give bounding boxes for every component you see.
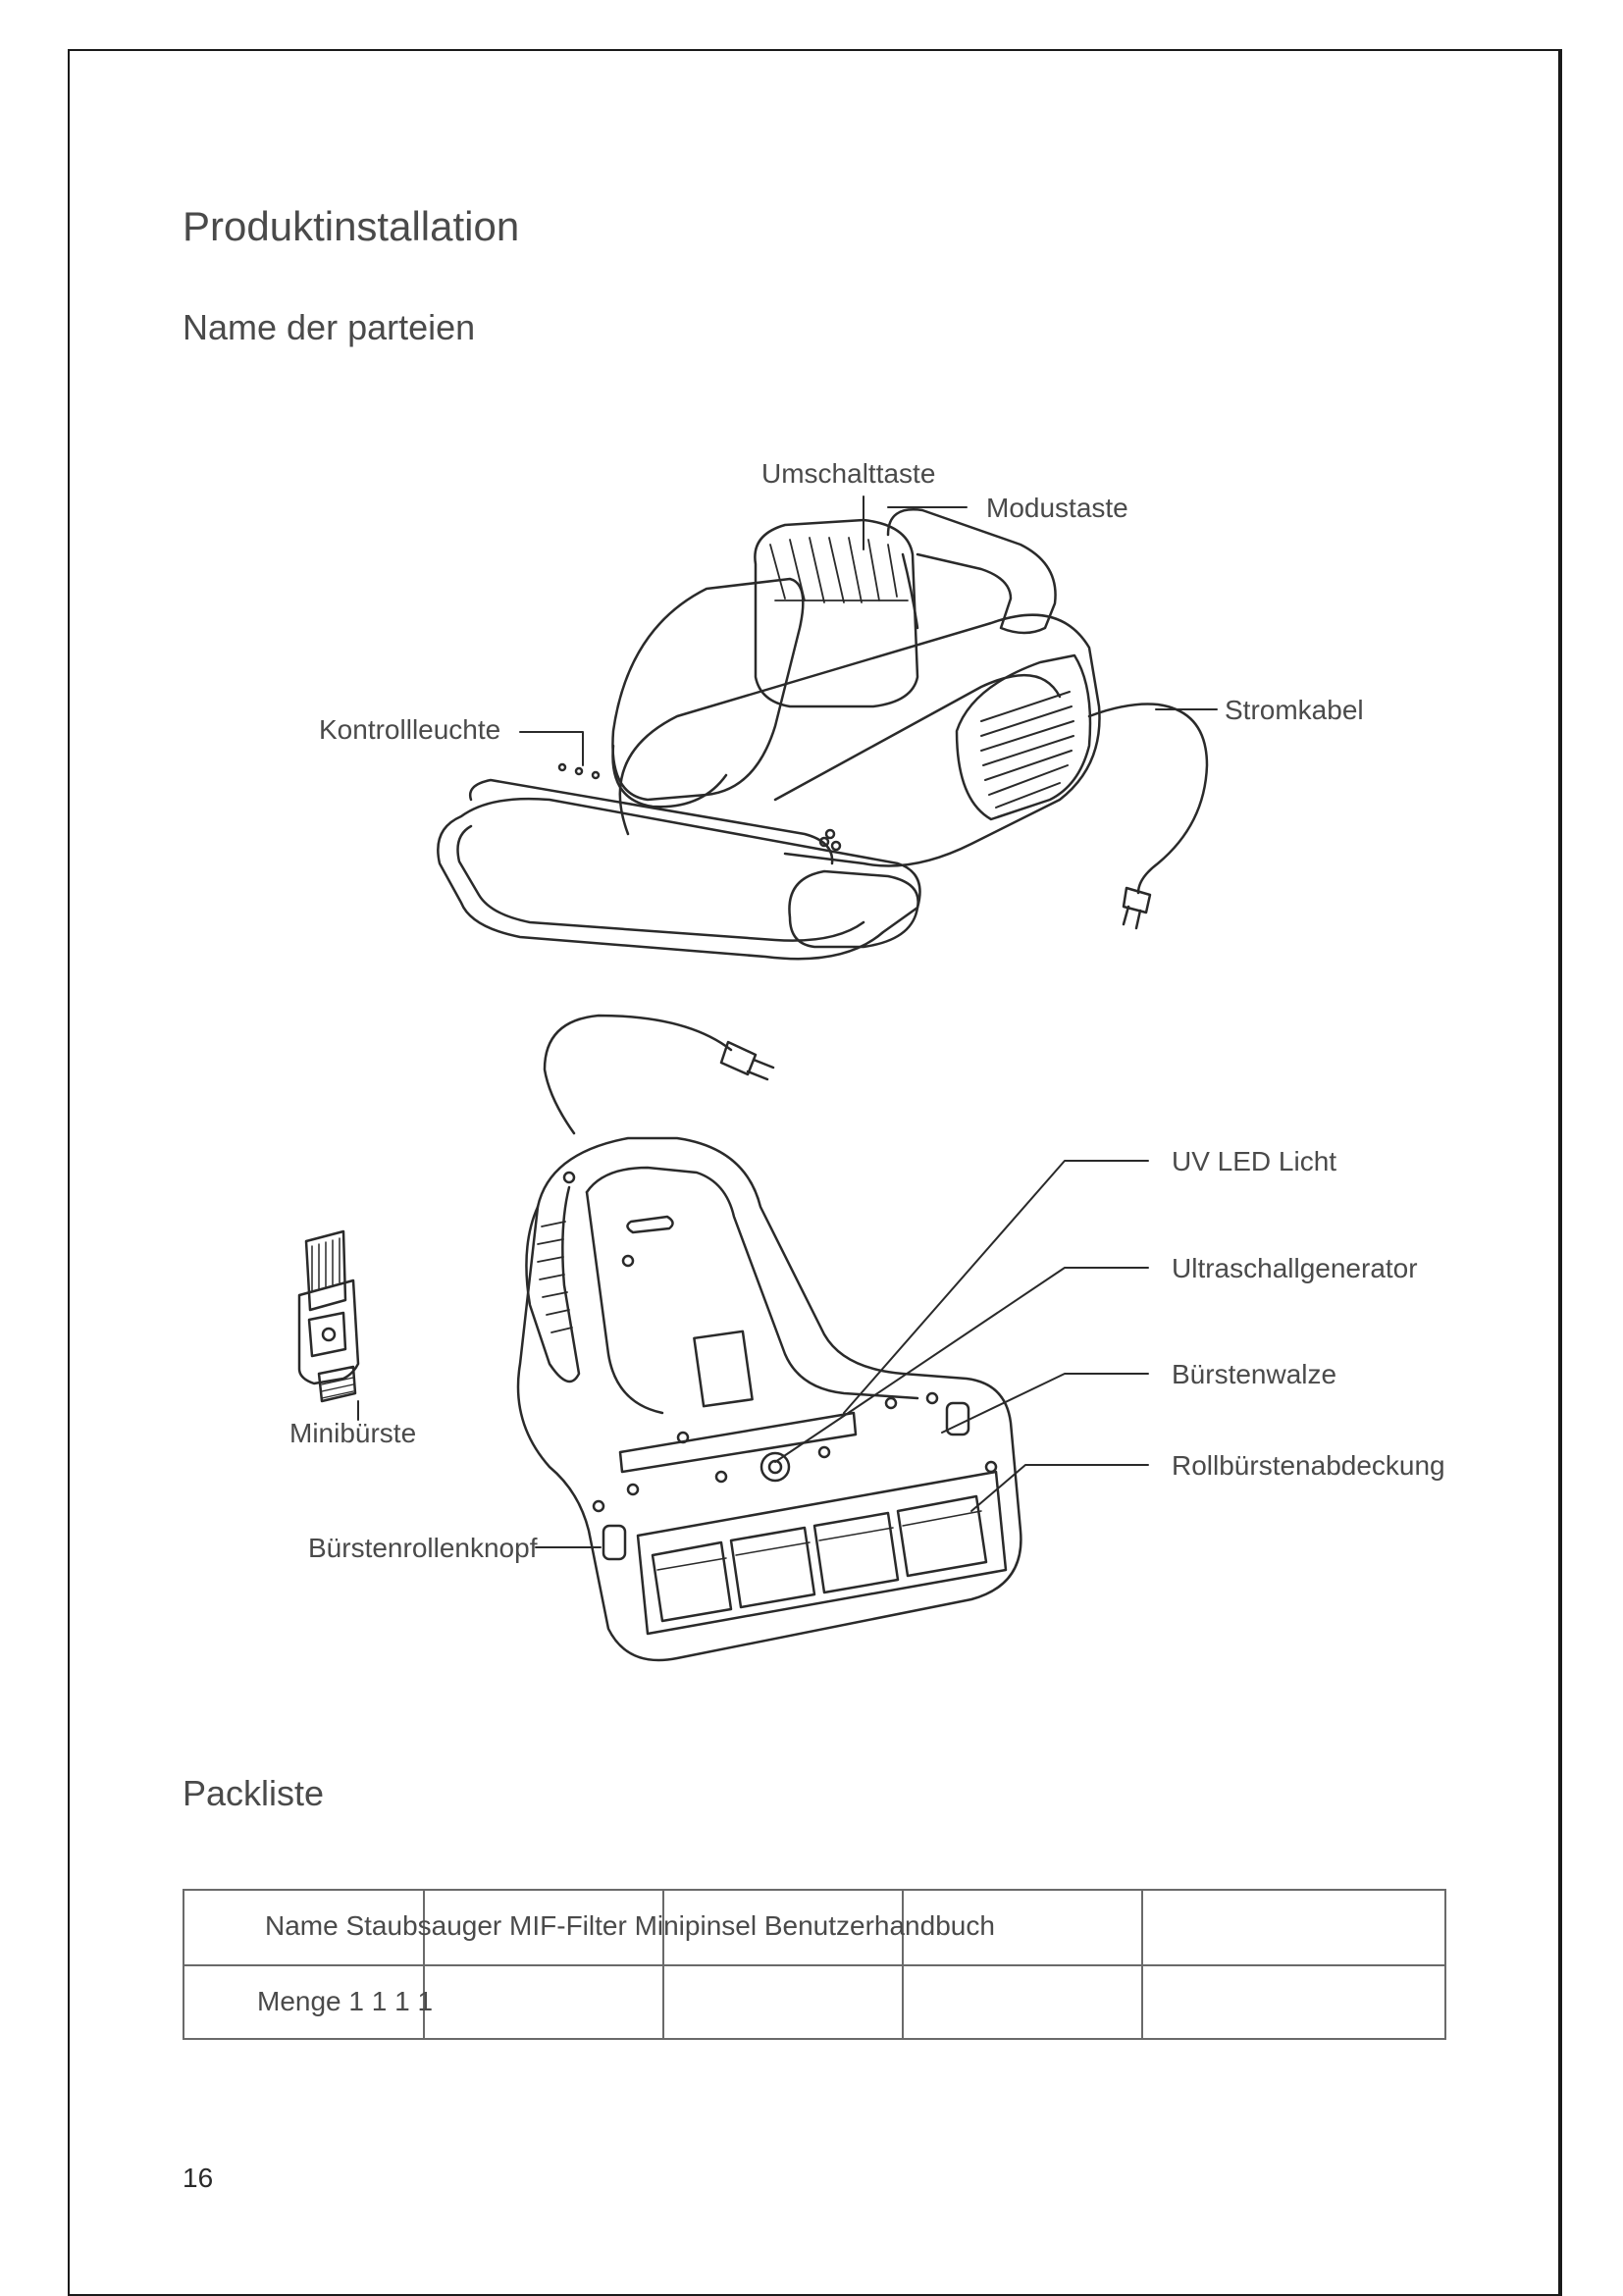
table-row-quantities: Menge 1 1 1 1	[257, 1986, 434, 2016]
mini-brush-illustration	[299, 1231, 358, 1401]
label-stromkabel: Stromkabel	[1225, 695, 1364, 725]
section-packing-heading: Packliste	[183, 1773, 325, 1813]
label-rollbuerstenabdeckung: Rollbürstenabdeckung	[1172, 1450, 1445, 1481]
vacuum-bottom-view	[518, 1016, 1021, 1660]
packing-table	[183, 1889, 1446, 2040]
leader-lines-bottom	[358, 1161, 1148, 1547]
leader-lines-top	[520, 496, 1217, 765]
table-row-divider	[184, 1964, 1444, 1966]
label-kontrollleuchte: Kontrollleuchte	[319, 714, 501, 745]
page-title: Produktinstallation	[183, 203, 520, 249]
label-modustaste: Modustaste	[986, 493, 1128, 523]
label-buerstenrollenknopf: Bürstenrollenknopf	[308, 1533, 538, 1563]
label-buerstenwalze: Bürstenwalze	[1172, 1359, 1337, 1389]
label-umschalttaste: Umschalttaste	[761, 458, 936, 489]
label-ultraschallgenerator: Ultraschallgenerator	[1172, 1253, 1418, 1283]
section-parts-heading: Name der parteien	[183, 307, 476, 347]
vacuum-top-view	[438, 509, 1207, 959]
page-number: 16	[183, 2163, 214, 2193]
label-uv-led: UV LED Licht	[1172, 1146, 1337, 1176]
table-row-names: Name Staubsauger MIF-Filter Minipinsel Benutzerhandbuch	[265, 1910, 995, 1941]
label-minibuerste: Minibürste	[289, 1418, 417, 1448]
